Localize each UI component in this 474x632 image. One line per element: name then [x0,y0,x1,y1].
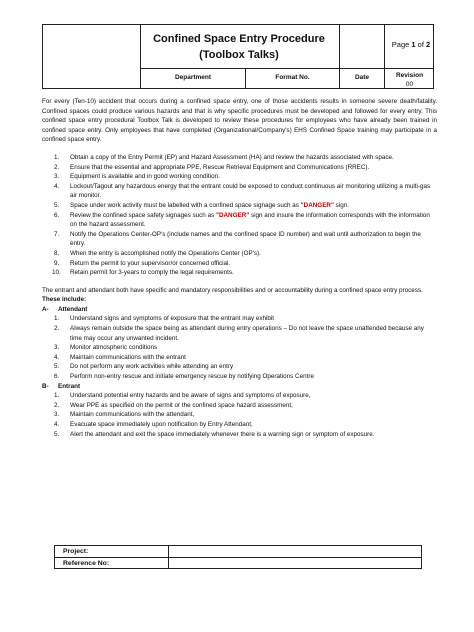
page-prefix: Page [391,40,412,49]
item-text: Understand potential entry hazards and be aware of signs and symptoms of exposure, [70,392,311,400]
date-label: Date [354,74,370,81]
list-item [42,314,437,324]
list-item [42,362,437,372]
format-label: Format No. [275,74,310,81]
item-number: 6. [54,373,60,381]
step-text: sign and insure the information corresponds with the information on the hazard assessment. [70,211,430,229]
list-item [42,249,437,259]
step-text: Retain permit for 3-years to comply the legal requirements. [70,269,234,277]
step-text: Return the permit to your supervisor/or concerned official. [70,259,231,267]
item-number: 5. [54,363,60,371]
step-number: 6. [54,211,60,219]
page-current: 1 [411,40,416,49]
item-text: Wear PPE as specified on the permit or the confined space hazard assessment, [70,401,293,409]
item-text: Do not perform any work activities while attending an entry [70,363,234,371]
reference-label: Reference No: [63,560,110,567]
step-text: Ensure that the essential and appropriate PPE, Rescue Retrieval Equipment and Communications (RREC). [70,163,370,171]
item-number: 2. [54,325,60,333]
step-number: 4. [54,182,60,190]
item-number: 4. [54,421,60,428]
list-item [42,430,437,440]
page-number [388,40,434,49]
project-label: Project: [63,548,89,555]
section-a-heading [42,305,437,315]
page-total: 2 [426,40,431,49]
section-title: Entrant [58,382,81,390]
section-title: Attendant [58,305,88,313]
item-number: 5. [54,430,60,438]
footer-table [54,545,422,569]
item-number: 2. [54,401,60,409]
section-letter: B- [42,382,49,390]
step-text: Obtain a copy of the Entry Permit (EP) and Hazard Assessment (HA) and review the hazards associated with space. [70,153,394,161]
page-of: of [415,40,427,49]
list-item [42,410,437,420]
list-item [42,172,437,182]
list-item [42,372,437,382]
reference-row [55,558,421,569]
step-number: 10. [52,269,61,277]
intro-paragraph: For every (Ten-10) accident that occurs during a confined space entry, one of those accidents results in someone severe death/fatality. Confined spaces could produce various hazards and that is why specific procedures must be developed and followed for every entry. This confined space entry procedural Toolbox Talk is developed to review these procedures for employees who have already been trained in confined space entry. Only employees that have completed (Organizational/Company's) EHS Confined Space training may participate in a confined space entry. [42,98,437,144]
step-text: When the entry is accomplished notify the Operations Center (OP's). [70,249,261,257]
attendant-list [42,314,437,381]
list-item [42,420,437,430]
document-title [141,27,337,68]
entrant-list [42,391,437,439]
section-letter: A- [42,305,49,313]
step-number: 1. [54,153,60,161]
item-text: Always remain outside the space being as attendant during entry operations – Do not leave the space unattended because any time may occur any unwanted incident. [70,325,424,342]
list-item [42,391,437,401]
header-table [42,24,434,89]
project-row [55,546,421,557]
step-number: 7. [54,230,60,238]
step-text: Space under work activity must be labelled with a confined space signage such as [70,201,301,209]
list-item [42,211,437,230]
list-item [42,259,437,269]
department-label: Department [174,74,212,81]
list-item [42,201,437,211]
step-number: 8. [54,249,60,257]
revision-label: Revision [395,72,424,79]
step-number: 2. [54,163,60,171]
item-text: Maintain communications with the entrant [70,353,186,361]
step-text: Lockout/Tagout any hazardous energy that the entrant could be exposed to conduct continuous air monitoring utilizing a multi-gas air monitor. [70,182,431,200]
step-text: sign. [333,201,349,209]
item-text: Understand signs and symptoms of exposure that the entrant may exhibit [70,315,275,323]
list-item [42,401,437,411]
title-line-2: (Toolbox Talks) [199,49,279,61]
step-text: Notify the Operations Center-OP's (include names and the confined space ID number) and wait until authorization to begin the entry. [70,230,421,248]
list-item [42,324,437,343]
responsibilities-paragraph: The entrant and attendant both have specific and mandatory responsibilities and or accountability during a confined space entry process. [42,286,423,294]
document-body [42,97,437,439]
step-number: 3. [54,173,60,181]
list-item [42,163,437,173]
item-number: 3. [54,344,60,352]
section-b-heading [42,382,437,392]
item-text: Perform non-entry rescue and initiate emergency rescue by notifying Operations Centre [70,373,314,381]
step-text: Review the confined space safety signages such as [70,211,216,219]
title-line-1: Confined Space Entry Procedure [153,33,325,45]
danger-label: "DANGER" [215,211,250,219]
list-item [42,353,437,363]
item-number: 3. [54,411,60,419]
step-number: 9. [54,259,60,267]
step-text: Equipment is available and in good working condition. [70,173,220,181]
header-divider [339,25,340,69]
list-item [42,153,437,163]
list-item [42,230,437,249]
item-text: Maintain communications with the attendant, [70,411,195,419]
item-number: 4. [54,353,60,361]
item-text: Evacuate space immediately upon notification by Entry Attendant, [70,421,253,428]
procedure-steps [42,153,437,278]
list-item [42,343,437,353]
revision-value: 00 [405,81,414,88]
list-item [42,182,437,201]
revision-cell [385,69,434,91]
item-number: 1. [54,315,60,323]
item-text: Alert the attendant and exit the space immediately whenever there is a warning sign or symptom of exposure. [70,430,375,438]
item-number: 1. [54,392,60,400]
step-number: 5. [54,201,60,209]
item-text: Monitor atmospheric conditions [70,344,158,352]
danger-label: "DANGER" [300,201,334,209]
list-item [42,268,437,278]
these-include-label: These include: [42,296,87,304]
